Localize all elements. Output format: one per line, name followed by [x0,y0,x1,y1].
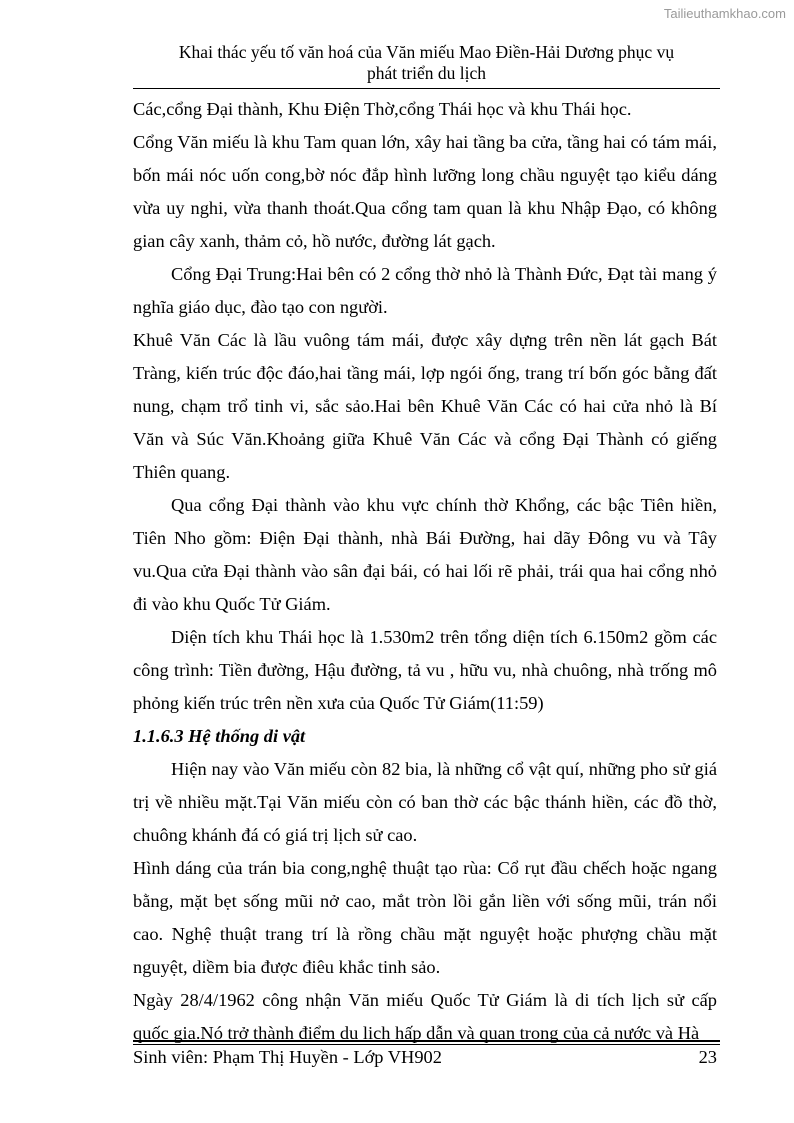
paragraph-cong-dai-thanh: Qua cổng Đại thành vào khu vực chính thờ Khổng, các bậc Tiên hiền, Tiên Nho gồm: Điện Đại thành, nhà Bái Đường, hai dãy Đông vu và Tây vu.Qua cửa Đại thành vào sân đại bái, có hai lối rẽ phải, trái qua hai cổng nhỏ đi vào khu Quốc Tử Giám. [133,495,717,614]
page-body [133,93,717,1050]
header-line-1: Khai thác yếu tố văn hoá của Văn miếu Mao Điền-Hải Dương phục vụ [178,42,675,62]
paragraph-bia: Hiện nay vào Văn miếu còn 82 bia, là những cổ vật quí, những pho sử giá trị về nhiều mặt.Tại Văn miếu còn có ban thờ các bậc thánh hiền, các đồ thờ, chuông khánh đá có giá trị lịch sử cao. [133,759,717,845]
running-header [133,42,720,84]
footer-rule-thick [133,1040,720,1042]
section-heading: 1.1.6.3 Hệ thống di vật [133,726,306,746]
watermark: Tailieuthamkhao.com [663,6,786,21]
paragraph-khue-van-cac: Khuê Văn Các là lầu vuông tám mái, được xây dựng trên nền lát gạch Bát Tràng, kiến trúc độc đáo,hai tầng mái, lợp ngói ống, trang trí bốn góc bằng đất nung, chạm trổ tinh vi, sắc sảo.Hai bên Khuê Văn Các có hai cửa nhỏ là Bí Văn và Súc Văn.Khoảng giữa Khuê Văn Các và cổng Đại Thành có giếng Thiên quang. [133,330,717,482]
footer-rule-thin [133,1044,720,1045]
paragraph-intro: Các,cổng Đại thành, Khu Điện Thờ,cổng Thái học và khu Thái học. [133,99,632,119]
header-rule [133,88,720,89]
paragraph-ngay-cong-nhan: Ngày 28/4/1962 công nhận Văn miếu Quốc Tử Giám là di tích lịch sử cấp quốc gia.Nó trở thành điểm du lịch hấp dẫn và quan trọng của cả nước và Hà [133,990,717,1043]
paragraph-khu-thai-hoc: Diện tích khu Thái học là 1.530m2 trên tổng diện tích 6.150m2 gồm các công trình: Tiền đường, Hậu đường, tả vu , hữu vu, nhà chuông, nhà trống mô phỏng kiến trúc trên nền xưa của Quốc Tử Giám(11:59) [133,627,717,713]
paragraph-cong-dai-trung: Cổng Đại Trung:Hai bên có 2 cổng thờ nhỏ là Thành Đức, Đạt tài mang ý nghĩa giáo dục, đào tạo con người. [133,264,717,317]
footer-student: Sinh viên: Phạm Thị Huyền - Lớp VH902 [133,1047,442,1067]
header-line-2: phát triển du lịch [366,63,487,83]
paragraph-cong-van-mieu: Cổng Văn miếu là khu Tam quan lớn, xây hai tầng ba cửa, tầng hai có tám mái, bốn mái nóc uốn cong,bờ nóc đắp hình lưỡng long chầu nguyệt tạo kiểu dáng vừa uy nghi, vừa thanh thoát.Qua cổng tam quan là khu Nhập Đạo, có không gian cây xanh, thảm cỏ, hồ nước, đường lát gạch. [133,132,717,251]
paragraph-hinh-dang: Hình dáng của trán bia cong,nghệ thuật tạo rùa: Cổ rụt đầu chếch hoặc ngang bằng, mặt bẹt sống mũi nở cao, mắt tròn lồi gắn liền với sống mũi, trán nổi cao. Nghệ thuật trang trí là rồng chầu mặt nguyệt hoặc phượng chầu mặt nguyệt, diềm bia được điêu khắc tinh sảo. [133,858,717,977]
page-number: 23 [698,1047,717,1067]
